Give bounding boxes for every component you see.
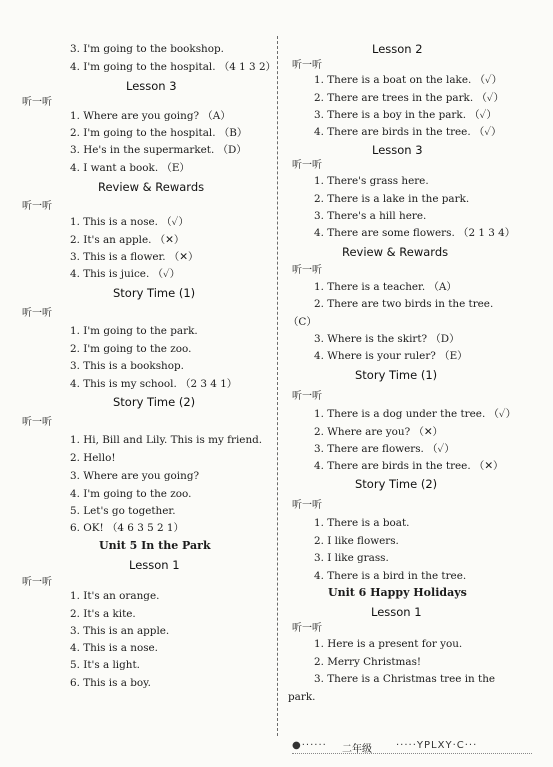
lesson-heading: Lesson 3 [372, 143, 423, 157]
answer-line: park. [288, 691, 316, 703]
listen-label: 听一听 [292, 265, 322, 276]
listen-label: 听一听 [292, 391, 322, 402]
answer-line: 3. There are flowers. （✓） [314, 443, 455, 455]
answer-line: 2. I'm going to the hospital. （B） [70, 127, 248, 139]
listen-label: 听一听 [22, 577, 52, 588]
answer-line: 1. Hi, Bill and Lily. This is my friend. [70, 434, 263, 446]
answer-line: 2. I like flowers. [314, 535, 399, 547]
answer-line: 2. There is a lake in the park. [314, 193, 470, 205]
lesson-heading: Lesson 1 [129, 558, 180, 572]
answer-line: 3. There's a hill here. [314, 210, 427, 222]
answer-line: 4. I'm going to the hospital. （4 1 3 2） [70, 61, 276, 73]
page-footer [292, 736, 542, 758]
answer-line: 4. There are birds in the tree. （✕） [314, 460, 504, 472]
section-heading: Story Time (2) [355, 477, 438, 491]
answer-line: 3. There is a Christmas tree in the [314, 673, 496, 685]
answer-line: 2. Hello! [70, 452, 116, 464]
section-heading: Story Time (1) [355, 368, 438, 382]
answer-line: 5. Let's go together. [70, 505, 176, 517]
answer-line: 3. I like grass. [314, 552, 389, 564]
answer-line: 1. Where are you going? （A） [70, 110, 231, 122]
answer-line: 4. This is a nose. [70, 642, 158, 654]
listen-label: 听一听 [292, 500, 322, 511]
answer-line: 2. Merry Christmas! [314, 656, 422, 668]
listen-label: 听一听 [292, 60, 322, 71]
listen-label: 听一听 [22, 201, 52, 212]
answer-line: 1. There is a dog under the tree. （✓） [314, 408, 517, 420]
answer-line: 2. There are trees in the park. （✓） [314, 92, 504, 104]
answer-line: 4. There are birds in the tree. （✓） [314, 126, 502, 138]
answer-line: 1. I'm going to the park. [70, 325, 198, 337]
section-heading: Story Time (2) [113, 395, 196, 409]
section-heading: Review & Rewards [98, 180, 205, 194]
answer-line: 4. I want a book. （E） [70, 162, 190, 174]
answer-line: 4. I'm going to the zoo. [70, 488, 192, 500]
lesson-heading: Lesson 2 [372, 42, 423, 56]
answer-line: 4. There is a bird in the tree. [314, 570, 467, 582]
answer-line: 3. This is a flower. （✕） [70, 251, 199, 263]
answer-line: 5. It's a light. [70, 659, 140, 671]
answer-line: 3. Where is the skirt? （D） [314, 333, 460, 345]
footer-brand: ·····YPLXY·C··· [396, 740, 478, 751]
unit-heading: Unit 5 In the Park [99, 539, 211, 552]
answer-line: 4. There are some flowers. （2 1 3 4） [314, 227, 516, 239]
lesson-heading: Lesson 3 [126, 79, 177, 93]
lesson-heading: Lesson 1 [371, 605, 422, 619]
answer-line: 3. There is a boy in the park. （✓） [314, 109, 497, 121]
listen-label: 听一听 [22, 417, 52, 428]
section-heading: Story Time (1) [113, 286, 196, 300]
column-divider [277, 36, 278, 736]
answer-line: 1. There's grass here. [314, 175, 429, 187]
answer-line: 4. This is my school. （2 3 4 1） [70, 378, 238, 390]
footer-rule [292, 753, 532, 754]
answer-line: 1. This is a nose. （✓） [70, 216, 189, 228]
footer-dots: ●······ [292, 740, 327, 751]
answer-line: 3. I'm going to the bookshop. [70, 43, 224, 55]
answer-line: 2. There are two birds in the tree. [314, 298, 494, 310]
listen-label: 听一听 [292, 160, 322, 171]
listen-label: 听一听 [292, 623, 322, 634]
answer-line: 3. He's in the supermarket. （D） [70, 144, 247, 156]
answer-line: 3. This is a bookshop. [70, 360, 184, 372]
answer-line: 2. Where are you? （✕） [314, 426, 443, 438]
answer-line: 1. It's an orange. [70, 590, 160, 602]
answer-line: 2. It's an apple. （✕） [70, 234, 185, 246]
section-heading: Review & Rewards [342, 245, 449, 259]
answer-line: 2. It's a kite. [70, 608, 136, 620]
answer-line: 1. Here is a present for you. [314, 638, 463, 650]
listen-label: 听一听 [22, 308, 52, 319]
answer-line: 6. OK! （4 6 3 5 2 1） [70, 522, 184, 534]
answer-line: 3. Where are you going? [70, 470, 200, 482]
answer-line: 2. I'm going to the zoo. [70, 343, 192, 355]
answer-line: （C） [288, 316, 317, 328]
answer-line: 6. This is a boy. [70, 677, 151, 689]
answer-line: 1. There is a teacher. （A） [314, 281, 457, 293]
grade-label: 二年级 [342, 744, 372, 755]
answer-line: 4. This is juice. （✓） [70, 268, 181, 280]
answer-line: 4. Where is your ruler? （E） [314, 350, 468, 362]
answer-line: 1. There is a boat on the lake. （✓） [314, 74, 503, 86]
answer-line: 1. There is a boat. [314, 517, 410, 529]
answer-line: 3. This is an apple. [70, 625, 170, 637]
unit-heading: Unit 6 Happy Holidays [328, 586, 467, 599]
listen-label: 听一听 [22, 97, 52, 108]
